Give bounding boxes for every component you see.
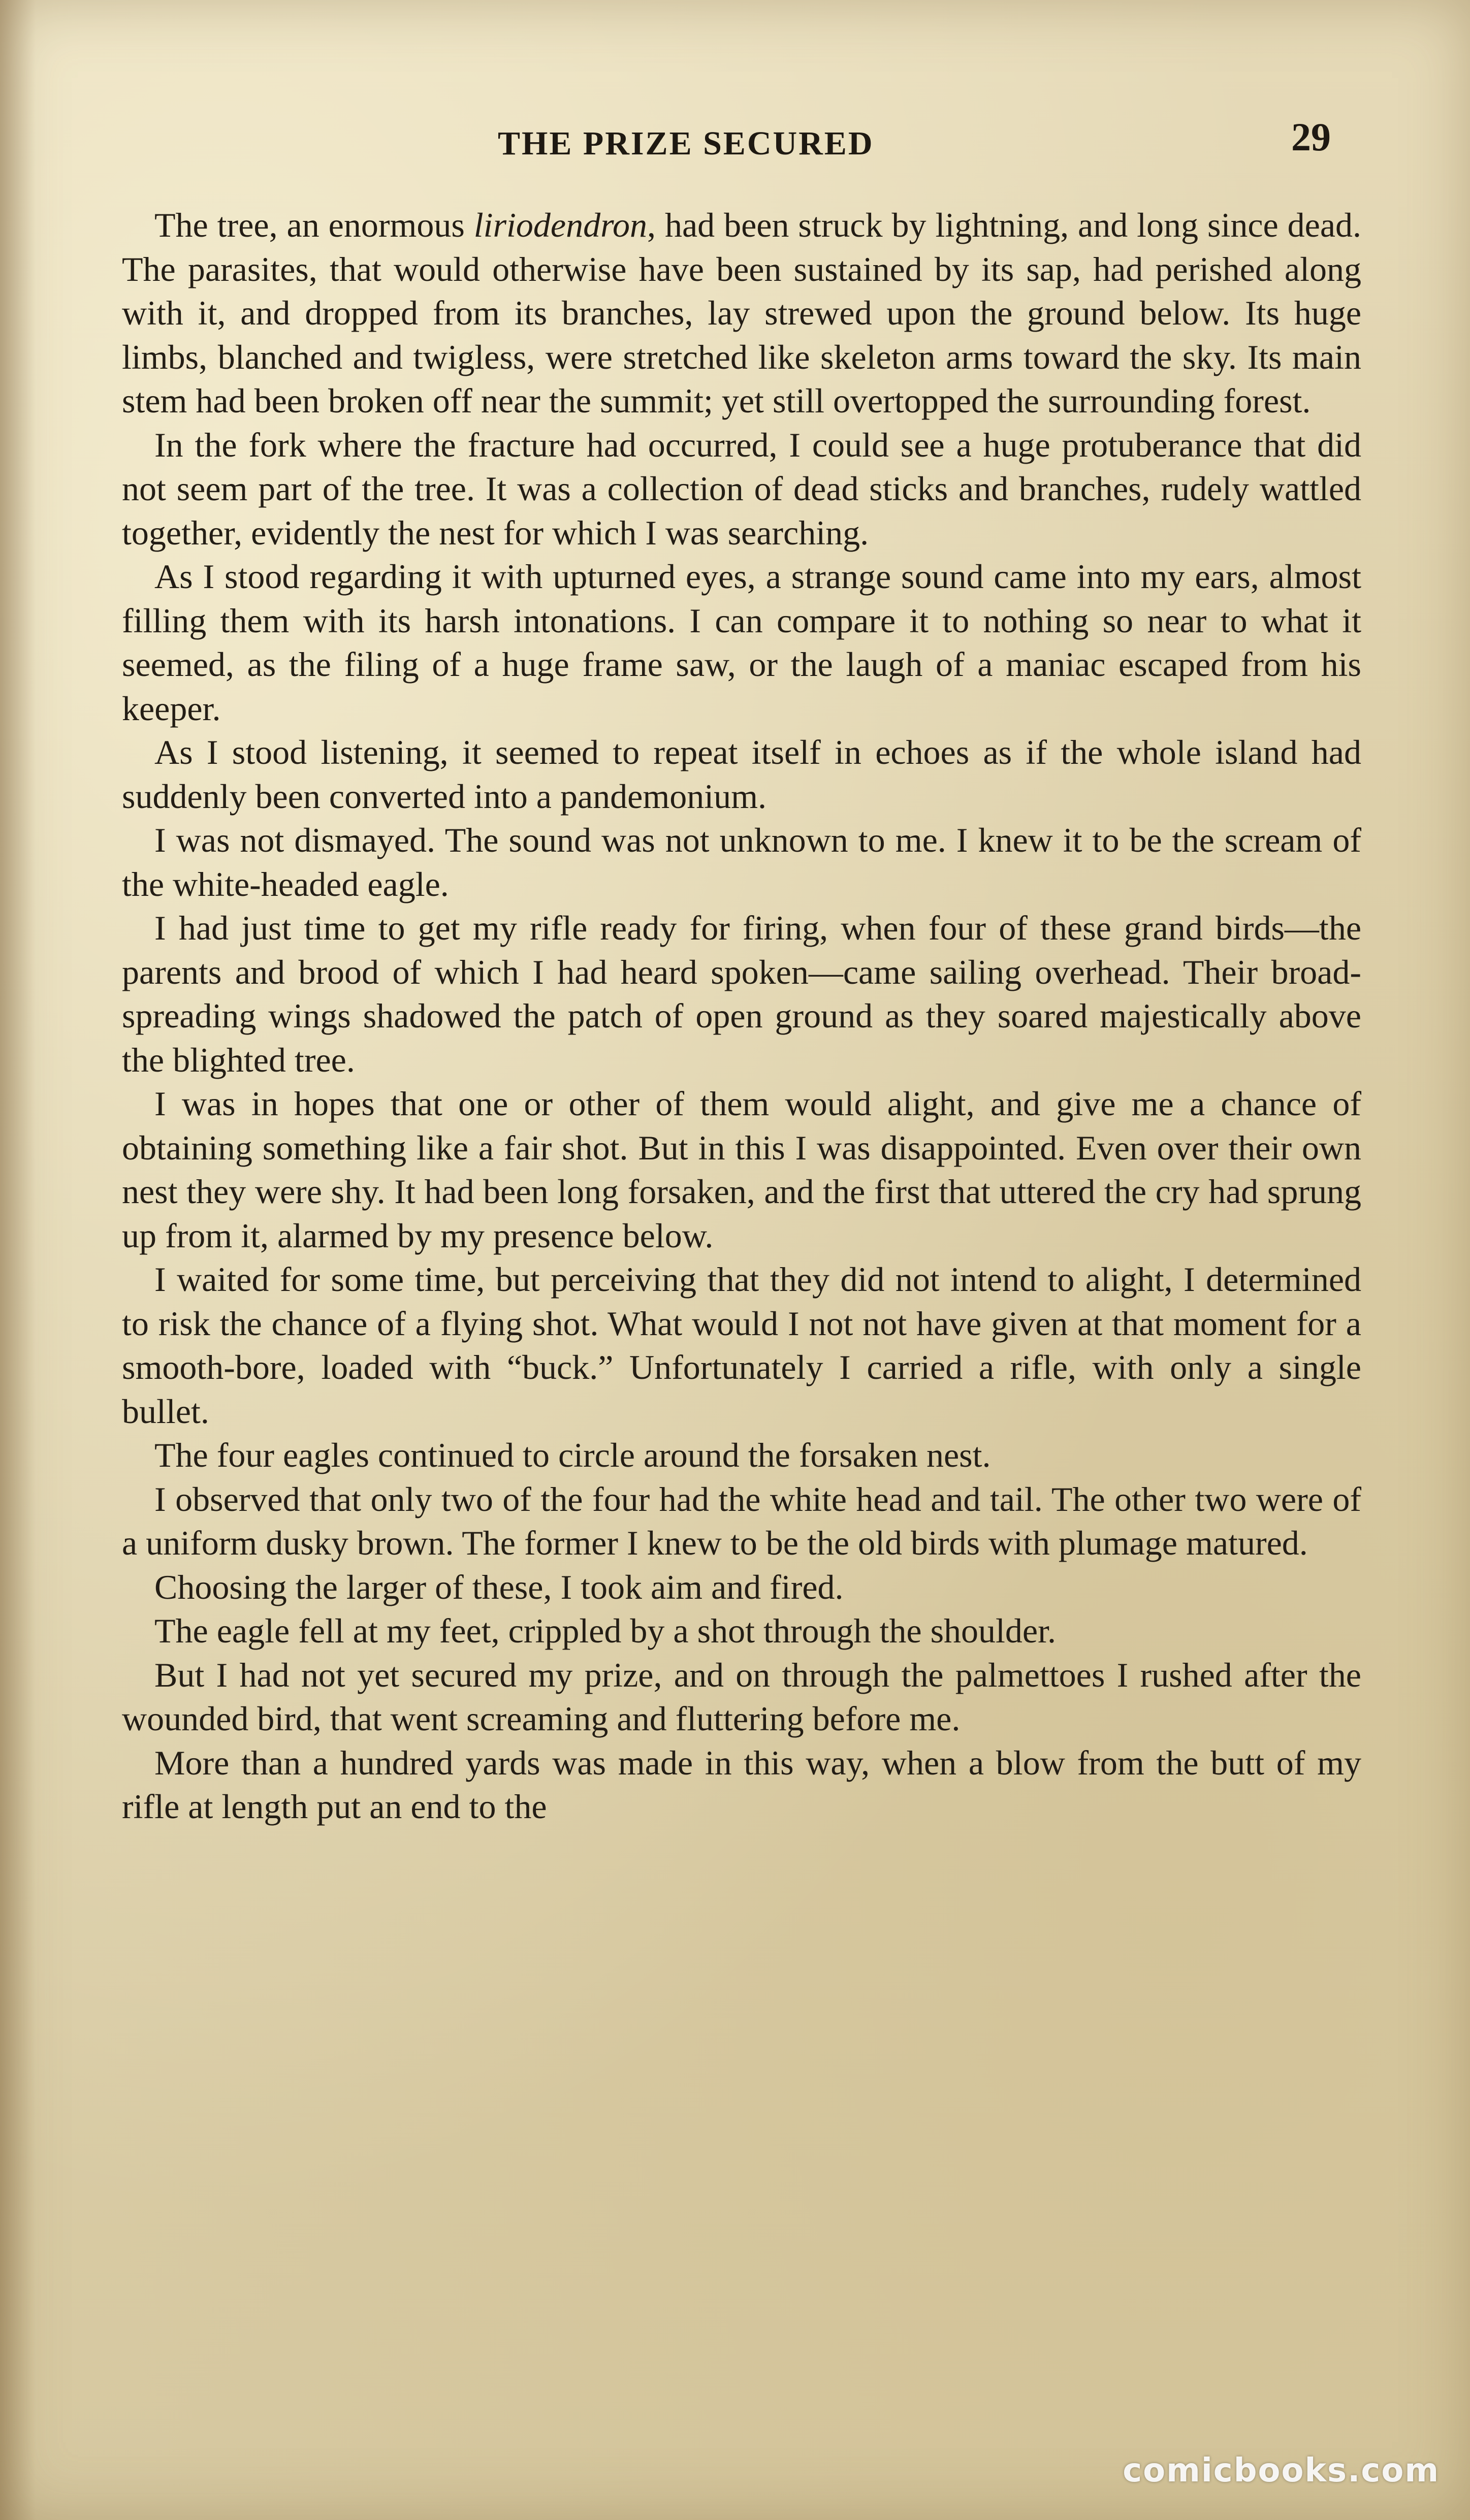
paragraph: I was in hopes that one or other of them would alight, and give me a chance of obtaining something like a fair shot. But in this I was disappointed. Even over their own nest they were shy. It had been long forsaken, and the first that uttered the cry had sprung up from it, alarmed by my presence below. <box>122 1084 1361 1255</box>
body-text <box>122 203 1361 1829</box>
paragraph: As I stood listening, it seemed to repeat itself in echoes as if the whole island had suddenly been converted into a pandemonium. <box>122 733 1361 816</box>
watermark: comicbooks.com <box>1123 2452 1440 2490</box>
paragraph: The eagle fell at my feet, crippled by a shot through the shoulder. <box>154 1611 1057 1650</box>
paragraph: In the fork where the fracture had occurred, I could see a huge protuberance that did not seem part of the tree. It was a collection of dead sticks and branches, rudely wattled together, evidently the nest for which I was searching. <box>122 425 1361 552</box>
page-header <box>122 114 1361 170</box>
page-number: 29 <box>1291 115 1331 159</box>
paragraph: As I stood regarding it with upturned eyes, a strange sound came into my ears, almost filling them with its harsh intonations. I can compare it to nothing so near to what it seemed, as the filing of a huge frame saw, or the laugh of a maniac escaped from his keeper. <box>122 557 1361 728</box>
paragraph: I observed that only two of the four had the white head and tail. The other two were of a uniform dusky brown. The former I knew to be the old birds with plumage matured. <box>122 1479 1361 1562</box>
paragraph: Choosing the larger of these, I took aim and fired. <box>154 1567 844 1606</box>
paragraph-text: , had been struck by lightning, and long since dead. The parasites, that would otherwise have been sustained by its sap, had perished along with it, and dropped from its branches, lay strewed upon the ground below. Its huge limbs, blanched and twigless, were stretched like skeleton arms toward the sky. Its main stem had been broken off near the summit; yet still overtopped the surrounding forest. <box>122 206 1362 420</box>
italic-term: liriodendron <box>473 206 648 244</box>
paragraph-text: The tree, an enormous <box>154 206 474 244</box>
paragraph: I had just time to get my rifle ready for firing, when four of these grand birds—the parents and brood of which I had heard spoken—came sailing overhead. Their broad-spreading wings shadowed the patch of open ground as they soared majestically above the blighted tree. <box>122 909 1361 1079</box>
paragraph: But I had not yet secured my prize, and on through the palmettoes I rushed after the wounded bird, that went screaming and fluttering before me. <box>122 1655 1361 1738</box>
paragraph <box>122 203 1361 423</box>
page-edge-shadow <box>0 0 36 2520</box>
running-head: THE PRIZE SECURED <box>498 125 874 162</box>
paragraph: More than a hundred yards was made in this way, when a blow from the butt of my rifle at length put an end to the <box>122 1743 1361 1826</box>
paragraph: I was not dismayed. The sound was not unknown to me. I knew it to be the scream of the white-headed eagle. <box>122 821 1361 903</box>
paragraph: I waited for some time, but perceiving that they did not intend to alight, I determined to risk the chance of a flying shot. What would I not not have given at that moment for a smooth-bore, loaded with “buck.” Unfortunately I carried a rifle, with only a single bullet. <box>122 1260 1361 1431</box>
paragraph: The four eagles continued to circle around the forsaken nest. <box>154 1436 991 1474</box>
